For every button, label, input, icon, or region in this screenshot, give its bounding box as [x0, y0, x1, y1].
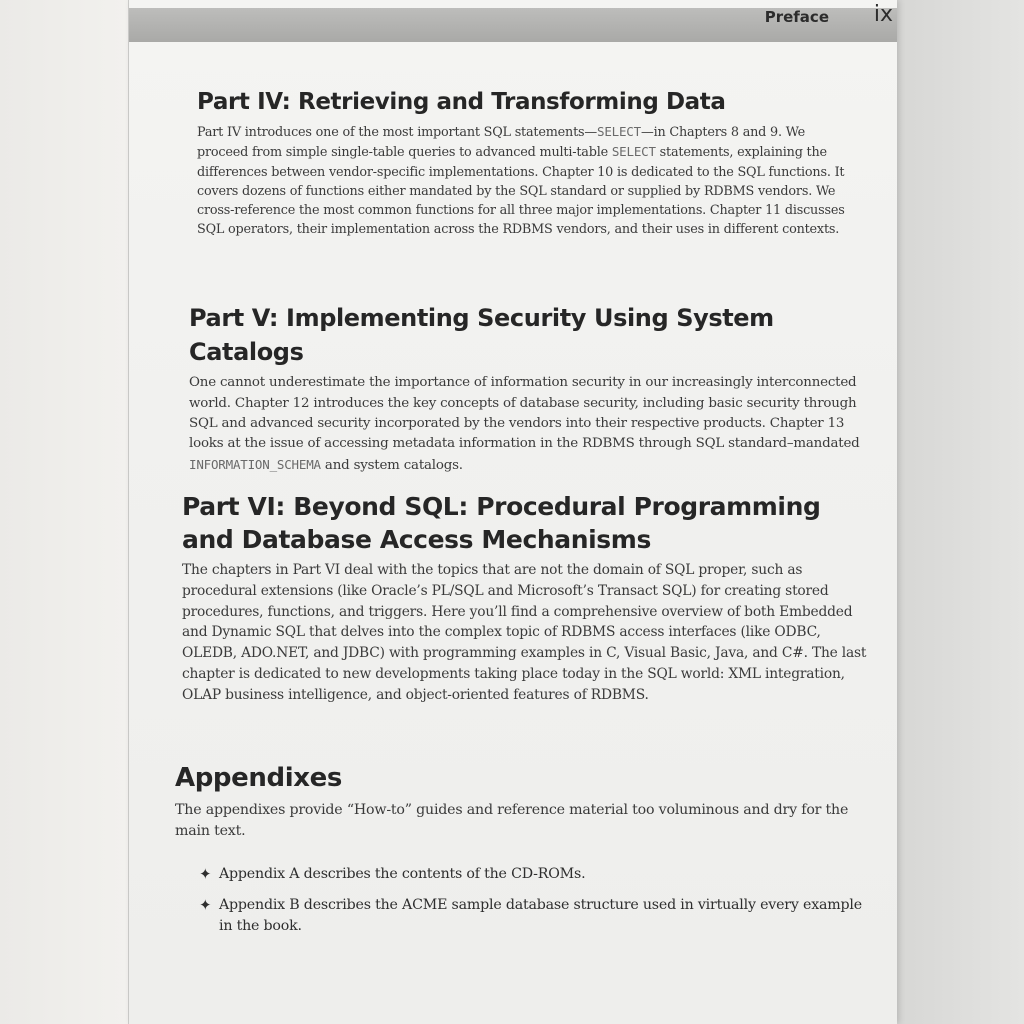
- code-information-schema: INFORMATION_SCHEMA: [189, 456, 321, 472]
- section-paragraph: [189, 373, 869, 476]
- text-run: The appendixes provide “How-to” guides and reference material too voluminous and dry for the main text.: [175, 802, 849, 840]
- section-paragraph: [175, 800, 875, 842]
- text-run: The chapters in Part VI deal with the topics that are not the domain of SQL proper, such as procedural extensions (like Oracle’s PL/SQL and Microsoft’s Transact SQL) for creating stored procedures, functions, and triggers. Here you’ll find a comprehensive overview of both Embedded and Dynamic SQL that delves into the complex topic of RDBMS access interfaces (like ODBC, OLEDB, ADO.NET, and JDBC) with programming examples in C, Visual Basic, Java, and C#. The last chapter is dedicated to new developments taking place today in the SQL world: XML integration, OLAP business intelligence, and object-oriented features of RDBMS.: [182, 562, 867, 703]
- list-item-text: Appendix B describes the ACME sample database structure used in virtually every example in the book.: [219, 897, 862, 935]
- section-part-iv: [197, 86, 857, 239]
- appendix-list: [175, 864, 875, 937]
- text-run: Part IV introduces one of the most important SQL statements—: [197, 125, 597, 141]
- list-item-text: Appendix A describes the contents of the CD-ROMs.: [219, 866, 586, 883]
- section-part-vi: [182, 490, 872, 706]
- page-number: ix: [873, 2, 893, 27]
- text-run: One cannot underestimate the importance of information security in our increasingly interconnected world. Chapter 12 introduces the key concepts of database security, including basic security through SQL and advanced security incorporated by the vendors into their respective products. Chapter 13 looks at the issue of accessing metadata information in the RDBMS through SQL standard–mandated: [189, 375, 860, 452]
- text-run: statements, explaining the differences between vendor-specific implementations. Chapter 10 is dedicated to the SQL functions. It covers dozens of functions either mandated by the SQL standard or supplied by RDBMS vendors. We cross-reference the most common functions for all three major implementations. Chapter 11 discusses SQL operators, their implementation across the RDBMS vendors, and their uses in different contexts.: [197, 145, 845, 238]
- list-item: [199, 864, 875, 885]
- section-part-v: [189, 302, 869, 476]
- section-paragraph: [197, 122, 857, 239]
- book-page: [129, 0, 897, 1024]
- running-head: Preface: [764, 8, 829, 26]
- section-paragraph: [182, 560, 872, 706]
- code-select: SELECT: [611, 144, 656, 160]
- section-heading: Part IV: Retrieving and Transforming Data: [197, 89, 726, 115]
- section-heading: Appendixes: [175, 763, 342, 793]
- section-heading: Part V: Implementing Security Using System Catalogs: [189, 304, 774, 366]
- four-point-star-icon: ✦: [199, 896, 212, 915]
- section-heading: Part VI: Beyond SQL: Procedural Programming and Database Access Mechanisms: [182, 492, 821, 554]
- list-item: [199, 895, 875, 937]
- four-point-star-icon: ✦: [199, 865, 212, 884]
- text-run: —in Chapters 8 and 9. We proceed from simple single-table queries to advanced multi-table: [197, 125, 805, 161]
- section-appendixes: [175, 760, 875, 947]
- text-run: and system catalogs.: [320, 457, 463, 473]
- code-select: SELECT: [597, 124, 641, 140]
